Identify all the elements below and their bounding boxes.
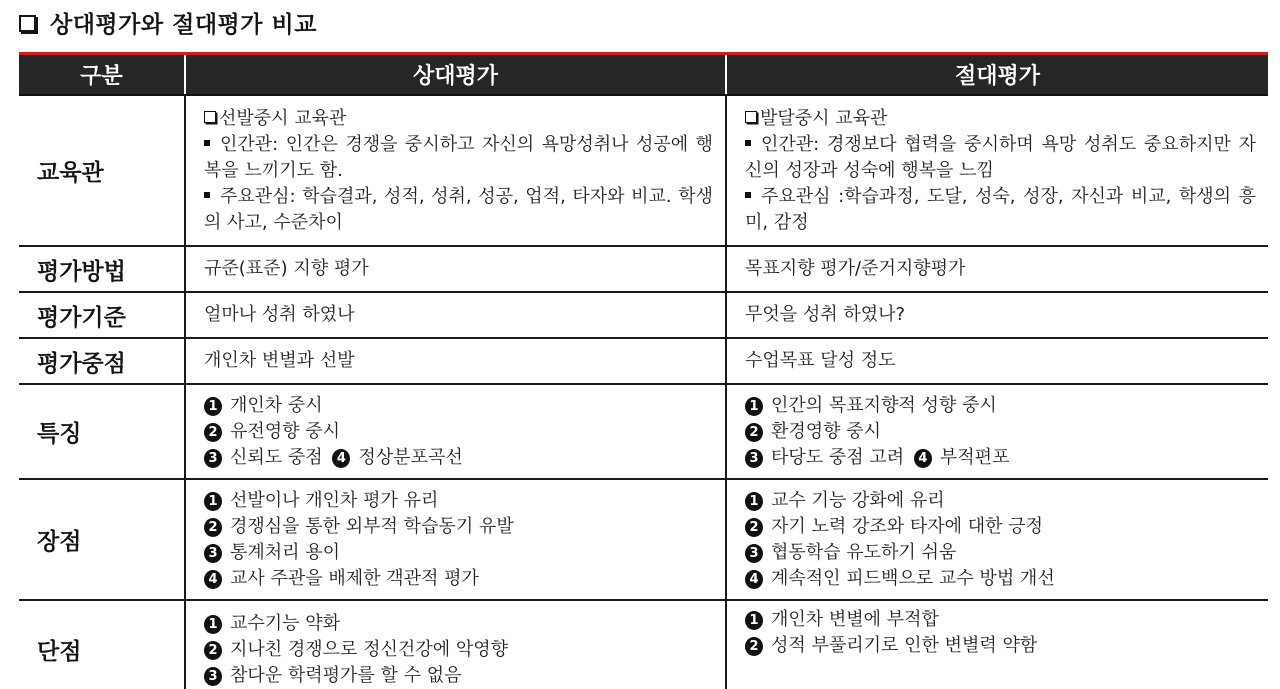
number-1-icon: 1: [745, 397, 763, 416]
number-4-icon: 4: [204, 570, 222, 589]
numbered-item: 4 계속적인 피드백으로 교수 방법 개선: [745, 566, 1256, 592]
cell-relative: [185, 479, 726, 600]
table-row-features: [19, 384, 1268, 479]
cell-relative: 얼마나 성취 하였나: [185, 292, 726, 338]
cell-absolute: 수업목표 달성 정도: [726, 338, 1268, 384]
number-3-icon: 3: [204, 667, 222, 686]
cell-heading: 발달중시 교육관: [745, 106, 1256, 132]
cell-heading: 선발중시 교육관: [204, 106, 713, 132]
numbered-item: 2 지나친 경쟁으로 정신건강에 악영향: [204, 637, 713, 663]
comparison-table-wrapper: [19, 52, 1268, 689]
numbered-item: 2 성적 부풀리기로 인한 변별력 약함: [745, 633, 1256, 659]
number-3-icon: 3: [204, 544, 222, 563]
numbered-item: 1 개인차 변별에 부적합: [745, 607, 1256, 633]
numbered-item: 1 교수 기능 강화에 유리: [745, 488, 1256, 514]
ballot-box-icon: [204, 111, 216, 123]
number-1-icon: 1: [204, 615, 222, 634]
table-header: [19, 55, 1268, 95]
numbered-item: 1 인간의 목표지향적 성향 중시: [745, 393, 1256, 419]
table-row-disadvantages: [19, 600, 1268, 689]
title-text: 상대평가와 절대평가 비교: [50, 11, 317, 38]
number-2-icon: 2: [745, 637, 763, 656]
row-label: 평가기준: [19, 292, 185, 338]
row-label: 교육관: [37, 160, 104, 186]
number-1-icon: 1: [745, 611, 763, 630]
number-2-icon: 2: [745, 423, 763, 442]
numbered-item: 3 타당도 중점 고려 4 부적편포: [745, 445, 1256, 471]
number-2-icon: 2: [745, 518, 763, 537]
table-row-method: [19, 246, 1268, 292]
number-1-icon: 1: [204, 397, 222, 416]
number-2-icon: 2: [204, 423, 222, 442]
bullet-item: 주요관심: 학습결과, 성적, 성취, 성공, 업적, 타자와 비교. 학생의 사고, 수준차이: [204, 185, 713, 233]
numbered-item: 2 유전영향 중시: [204, 419, 713, 445]
bullet-item: 주요관심 :학습과정, 도달, 성숙, 성장, 자신과 비교, 학생의 흥미, 감정: [745, 185, 1256, 233]
row-label: 평가중점: [19, 338, 185, 384]
numbered-item: 4 교사 주관을 배제한 객관적 평가: [204, 566, 713, 592]
ballot-box-icon: [745, 111, 757, 123]
numbered-item: 3 통계처리 용이: [204, 540, 713, 566]
number-4-icon: 4: [332, 449, 350, 468]
cell-relative: 규준(표준) 지향 평가: [185, 246, 726, 292]
row-label: 평가방법: [19, 246, 185, 292]
numbered-item: 2 경쟁심을 통한 외부적 학습동기 유발: [204, 514, 713, 540]
cell-relative: [185, 384, 726, 479]
cell-absolute: [726, 600, 1268, 689]
cell-absolute: 목표지향 평가/준거지향평가: [726, 246, 1268, 292]
bullet-item: 인간관: 인간은 경쟁을 중시하고 자신의 욕망성취나 성공에 행복을 느끼기도 함.: [204, 133, 713, 181]
number-4-icon: 4: [914, 449, 932, 468]
header-row: [19, 55, 1268, 95]
number-1-icon: 1: [204, 492, 222, 511]
number-1-icon: 1: [745, 492, 763, 511]
table-row-advantages: [19, 479, 1268, 600]
table-row-focus: [19, 338, 1268, 384]
row-label: 장점: [19, 479, 185, 600]
number-2-icon: 2: [204, 518, 222, 537]
table-body: [19, 95, 1268, 689]
header-relative: 상대평가: [185, 55, 726, 95]
cell-relative: 개인차 변별과 선발: [185, 338, 726, 384]
cell-absolute: [726, 479, 1268, 600]
bullet-item: 인간관: 경쟁보다 협력을 중시하며 욕망 성취도 중요하지만 자신의 성장과 성숙에 행복을 느낌: [745, 133, 1256, 181]
numbered-item: 1 선발이나 개인차 평가 유리: [204, 488, 713, 514]
cell-absolute: [726, 384, 1268, 479]
cell-relative: [185, 600, 726, 689]
square-bullet-icon: [745, 140, 751, 146]
cell-absolute: [726, 95, 1268, 246]
numbered-item: 3 참다운 학력평가를 할 수 없음: [204, 663, 713, 689]
comparison-table: [19, 55, 1268, 689]
number-3-icon: 3: [745, 544, 763, 563]
number-4-icon: 4: [745, 570, 763, 589]
numbered-item: 2 환경영향 중시: [745, 419, 1256, 445]
number-3-icon: 3: [745, 449, 763, 468]
numbered-item: 3 협동학습 유도하기 쉬움: [745, 540, 1256, 566]
square-bullet-icon: [204, 192, 210, 198]
cell-relative: [185, 95, 726, 246]
header-absolute: 절대평가: [726, 55, 1268, 95]
square-bullet-icon: [745, 192, 751, 198]
number-3-icon: 3: [204, 449, 222, 468]
ballot-box-icon: [19, 15, 36, 32]
header-category: 구분: [19, 55, 185, 95]
number-2-icon: 2: [204, 641, 222, 660]
table-row-philosophy: [19, 95, 1268, 246]
row-label: 특징: [19, 384, 185, 479]
cell-absolute: 무엇을 성취 하였나?: [726, 292, 1268, 338]
numbered-item: 1 교수기능 약화: [204, 611, 713, 637]
numbered-item: 1 개인차 중시: [204, 393, 713, 419]
table-row-criteria: [19, 292, 1268, 338]
document-title: [19, 6, 317, 38]
numbered-item: 3 신뢰도 중점 4 정상분포곡선: [204, 445, 713, 471]
row-label: 단점: [19, 600, 185, 689]
square-bullet-icon: [204, 140, 210, 146]
numbered-item: 2 자기 노력 강조와 타자에 대한 긍정: [745, 514, 1256, 540]
